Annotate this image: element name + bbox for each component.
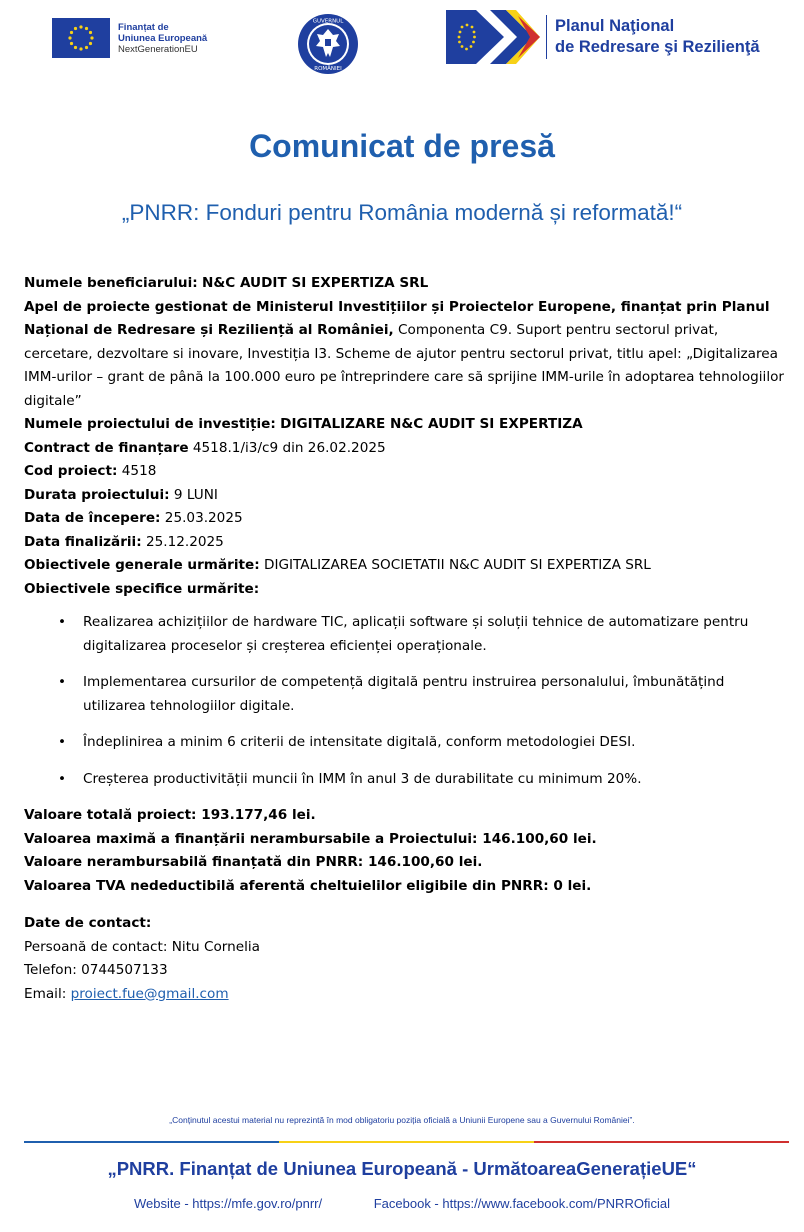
press-release-body — [24, 272, 784, 1006]
general-objectives-value: DIGITALIZAREA SOCIETATII N&C AUDIT SI EXPERTIZA SRL — [263, 557, 651, 573]
general-objectives-label: Obiectivele generale urmărite: — [24, 557, 260, 573]
emblem-top-text: GUVERNUL — [312, 18, 344, 25]
pnrr-logo — [446, 10, 760, 64]
contact-email-line — [24, 983, 784, 1007]
call-description — [24, 296, 784, 414]
list-item: • Îndeplinirea a minim 6 criterii de intensitate digitală, conform metodologiei DESI. — [24, 731, 784, 755]
call-bold-text: Apel de proiecte gestionat de Ministerul Investițiilor și Proiectelor Europene, finanțat prin Planul Național de Redresare și Reziliență al României, — [24, 298, 770, 338]
beneficiary-label: Numele beneficiarului: — [24, 275, 198, 291]
pnrr-logo-line2: de Redresare şi Rezilienţă — [555, 38, 760, 56]
contract-label: Contract de finanțare — [24, 439, 189, 456]
header — [0, 0, 804, 80]
list-item: • Implementarea cursurilor de competență digitală pentru instruirea personalului, îmbunătățind utilizarea tehnologiilor digitale. — [24, 671, 784, 718]
contact-phone: Telefon: 0744507133 — [24, 962, 168, 978]
general-objectives-line — [24, 554, 784, 578]
eu-logo-line2: Uniunea Europeană — [118, 32, 208, 44]
footer-slogan: „PNRR. Finanțat de Uniunea Europeană - UrmătoareaGenerațieUE“ — [107, 1158, 697, 1179]
facebook-link[interactable]: Facebook - https://www.facebook.com/PNRROficial — [373, 1196, 670, 1211]
contact-label: Date de contact: — [24, 915, 152, 931]
tricolor-divider — [24, 1141, 789, 1143]
duration-value: 9 LUNI — [173, 486, 218, 503]
duration-label: Durata proiectului: — [24, 486, 170, 503]
end-date-line — [24, 531, 784, 555]
project-name-value: DIGITALIZARE N&C AUDIT SI EXPERTIZA — [280, 416, 583, 432]
value-total: Valoare totală proiect: 193.177,46 lei. — [24, 807, 316, 823]
project-name-label: Numele proiectului de investiție: — [24, 416, 276, 432]
start-date-label: Data de începere: — [24, 510, 161, 526]
project-code-label: Cod proiect: — [24, 463, 118, 479]
eu-logo-line3: NextGenerationEU — [118, 43, 198, 55]
romanian-government-emblem-icon — [297, 13, 359, 75]
contact-section — [24, 912, 784, 1006]
contact-person: Persoană de contact: Nitu Cornelia — [24, 938, 260, 955]
disclaimer: „Conținutul acestui material nu reprezintă în mod obligatoriu poziția oficială a Uniunii Europene sau a Guvernului României”. — [169, 1115, 635, 1125]
call-text: Componenta C9. Suport pentru sectorul privat, cercetare, dezvoltare si inovare, Investiția I3. Scheme de ajutor pentru sectorul privat, titlu apel: „Digitalizarea IMM-urilor – grant de până la 100.000 euro pe întreprindere care să sprijine IMM-urile în adoptarea tehnologiilor digitale” — [24, 322, 785, 409]
pnrr-logo-divider — [546, 15, 547, 59]
eu-funding-logo — [52, 18, 207, 58]
start-date-line — [24, 507, 784, 531]
eu-logo-line1: Finanțat de — [118, 21, 169, 33]
emblem-bottom-text: ROMÂNIEI — [314, 66, 342, 72]
beneficiary-line — [24, 272, 784, 296]
specific-objectives-label: Obiectivele specifice urmărite: — [24, 580, 260, 597]
page-subtitle: „PNRR: Fonduri pentru România modernă și reformată!“ — [121, 200, 683, 225]
start-date-value: 25.03.2025 — [164, 510, 243, 526]
pnrr-logo-line1: Planul Naţional — [555, 17, 675, 35]
project-code-line — [24, 460, 784, 484]
end-date-label: Data finalizării: — [24, 533, 142, 550]
specific-objectives-heading — [24, 578, 784, 602]
value-max-funding: Valoarea maximă a finanțării nerambursabile a Proiectului: 146.100,60 lei. — [24, 830, 597, 847]
eu-flag-icon — [52, 18, 110, 58]
end-date-value: 25.12.2025 — [145, 533, 224, 550]
list-item: • Creșterea productivității muncii în IMM în anul 3 de durabilitate cu minimum 20%. — [24, 768, 784, 792]
pnrr-arrow-icon — [446, 10, 540, 64]
list-item: • Realizarea achizițiilor de hardware TIC, aplicații software și soluții tehnice de automatizare pentru digitalizarea proceselor și creșterea eficienței operaționale. — [24, 611, 784, 658]
contact-email-label: Email: — [24, 985, 67, 1002]
project-code-value: 4518 — [121, 463, 157, 479]
duration-line — [24, 484, 784, 508]
footer-links — [0, 1196, 804, 1211]
beneficiary-value: N&C AUDIT SI EXPERTIZA SRL — [202, 275, 429, 291]
project-name-line — [24, 413, 784, 437]
contact-email-link[interactable]: proiect.fue@gmail.com — [70, 985, 229, 1002]
website-link[interactable]: Website - https://mfe.gov.ro/pnrr/ — [134, 1196, 323, 1211]
project-values — [24, 804, 784, 898]
specific-objectives-list — [24, 611, 784, 791]
value-pnrr: Valoare nerambursabilă finanțată din PNRR: 146.100,60 lei. — [24, 854, 483, 870]
page-title: Comunicat de presă — [249, 128, 555, 164]
contract-line — [24, 437, 784, 461]
value-tva: Valoarea TVA nedeductibilă aferentă cheltuielilor eligibile din PNRR: 0 lei. — [24, 877, 592, 894]
contract-value: 4518.1/i3/c9 din 26.02.2025 — [192, 439, 386, 456]
